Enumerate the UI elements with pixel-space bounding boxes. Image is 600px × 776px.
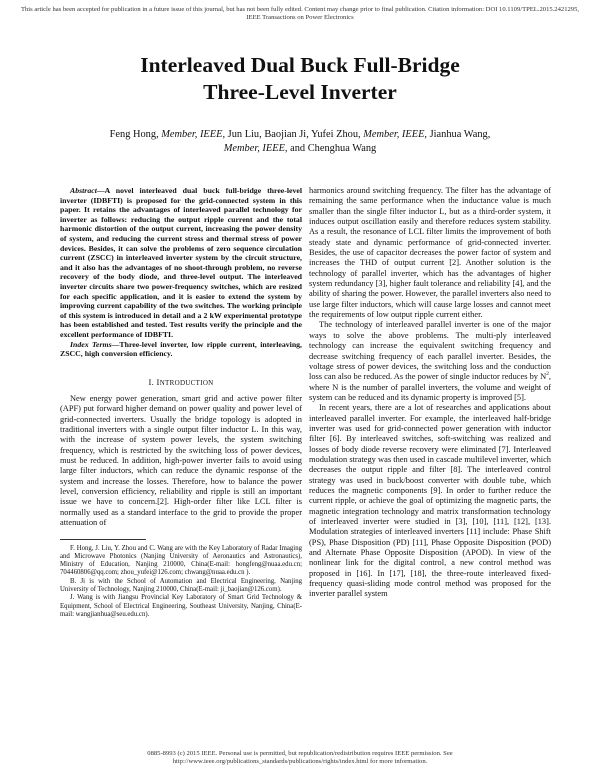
copyright-line-2[interactable]: http://www.ieee.org/publications_standards/publications/rights/index.html for more information. bbox=[172, 758, 428, 766]
superscript-2: 2 bbox=[546, 371, 549, 378]
author-name: Yufei Zhou bbox=[311, 129, 359, 140]
title-line-2: Three-Level Inverter bbox=[203, 80, 397, 104]
right-column bbox=[309, 186, 551, 600]
section-heading-introduction bbox=[60, 377, 302, 388]
intro-paragraph-3a: The technology of interleaved parallel inverter is one of the major ways to solve the above problems. The multi-ply interleaved technology can increase the equivalent switching frequency and decrease switching frequency of each parallel inverter. Besides, the voltage stress of power devices, the switching loss and the conduction loss can also be reduced. As the power of single inductor reduces by N bbox=[309, 320, 551, 382]
footnote-affiliation-2: B. Ji is with the School of Automation and Electrical Engineering, Nanjing University of Technology, Nanjing 210000, China(E-mail: ji_baojian@126.com). bbox=[60, 577, 302, 593]
footnote-affiliation-3: J. Wang is with Jiangsu Provincial Key Laboratory of Smart Grid Technology & Equipment, School of Electrical Engineering, Southeast University, Nanjing, China(E-mail: wangjianhua@seu.edu.cn). bbox=[60, 594, 302, 618]
title-line-1: Interleaved Dual Buck Full-Bridge bbox=[140, 53, 460, 77]
intro-paragraph-3b: , where N is the number of parallel inverters, the volume and weight of system can be reduced and its dynamic property is improved [5]. bbox=[309, 372, 551, 402]
copyright-line-1: 0885-8993 (c) 2015 IEEE. Personal use is permitted, but republication/redistribution requires IEEE permission. See bbox=[147, 750, 453, 757]
index-terms bbox=[60, 340, 302, 359]
author-name: Chenghua Wang bbox=[307, 142, 377, 154]
section-title-rest: NTRODUCTION bbox=[159, 378, 214, 387]
section-title-initial: I bbox=[156, 376, 160, 387]
author-role: Member, IEEE bbox=[223, 142, 285, 154]
intro-paragraph-3 bbox=[309, 320, 551, 403]
intro-paragraph-4: In recent years, there are a lot of researches and applications about interleaved parallel inverter. For example, the interleaved half-bridge inverter was used for grid-connected power generation with inductor filter [6]. By interleaved switches, soft-switching was realized and losses of body diode reverse recovery were eliminated [7]. Interleaved modulation strategy was then used in cascade multilevel inverter, which decreases the output ripple and filter [8]. The interleaved control strategy was used in buck/boost converter with double tube, which reduces the magnetic components [9]. In order to further reduce the current ripple, or achieve the goal of optimizing the magnetic parts, the magnetic integration technology and matrix transformation technology of interleaved inverter were studied in [3], [10], [11], [12], [13]. Modulation strategies of interleaved inverters [11] include: Phase Shift (PS), Phase Disposition (PD) [11], Phase Opposite Disposition (POD) and Alternate Phase Opposite Disposition (APOD). In view of the nonlinear link for the digital control, a new control method was proposed in [16]. In [17], [18], the three-route interleaved fixed-frequency quasi-sliding mode control method was proposed for the inverter parallel system bbox=[309, 403, 551, 599]
section-numeral: I. bbox=[148, 376, 155, 387]
publication-notice: This article has been accepted for publication in a future issue of this journal, but has not been fully edited. Content may change prior to final publication. Citation information: DOI 10.1109/TPEL.2015.2421295, IEEE Transactions on Power Electronics bbox=[20, 6, 580, 22]
left-column bbox=[60, 186, 302, 619]
footnote-affiliation-1: F. Hong, J. Liu, Y. Zhou and C. Wang are with the Key Laboratory of Radar Imaging and Microwave Photonics (Nanjing University of Aeronautics and Astronautics), Ministry of Education, Nanjing 210000, China(E-mail: hongfeng@nuaa.edu.cn; 704460806@qq.com; zhou_yufei@126.com; chwang@nuaa.edu.cn ). bbox=[60, 544, 302, 577]
author-name: Jianhua Wang bbox=[429, 129, 488, 140]
author-role: Member, IEEE bbox=[363, 129, 425, 140]
author-role: Member, IEEE bbox=[161, 129, 223, 140]
author-list: Feng Hong, Member, IEEE, Jun Liu, Baojian Ji, Yufei Zhou, Member, IEEE, Jianhua Wang, Member, IEEE, and Chenghua Wang bbox=[109, 129, 491, 154]
abstract-text: —A novel interleaved dual buck full-bridge three-level inverter (IDBFTI) is proposed for the grid-connected system in this paper. It retains the advantages of interleaved parallel technology for inverter as follows: reducing the output ripple current and the total harmonic distortion of the output current, increasing the power density of system, and reducing the current stress and thermal stress of power devices. Besides, it can solve the problems of zero sequence circulation current (ZSCC) in interleaved inverter system by the circuit structure, and it also has the advantages of no shoot-through problem, no reverse recovery of the body diode, and three-level output. The interleaved inverter circuits share two power-frequency switches, which are resized for each specific application, and it is easier to extend the system by improving current capability of the two switches. The working principle of this system is introduced in detail and a 2 kW experimental prototype has been established and tested. Test results verify the principle and the excellent performance of IDBFTI. bbox=[60, 186, 302, 339]
abstract-label: Abstract bbox=[70, 186, 97, 195]
paper-title bbox=[0, 52, 600, 106]
intro-paragraph-1: New energy power generation, smart grid and active power filter (APF) put forward higher demand on power quality and power level of grid-connected inverters. Usually the bridge topology is adopted in traditional inverters with a single output filter inductor L. In this way, with the increase of system power levels, the system switching frequency, which is restricted by the switching loss of power devices, must be reduced. In addition, high-power inverter fails to avoid using large filter inductors, which can reduce the dynamic response of the system and increase the losses. Therefore, how to balance the power level, conversion efficiency, reliability and ripple is still an important issue we have to concern.[2]. High-order filter like LCL filter is normally used as a standard interface to the grid to provide the proper attenuation of bbox=[60, 394, 302, 528]
index-terms-label: Index Terms bbox=[70, 339, 112, 349]
index-terms-text: —Three-level inverter, low ripple current, interleaving, ZSCC, high conversion efficiency. bbox=[60, 339, 303, 359]
intro-paragraph-2: harmonics around switching frequency. The filter has the advantage of remaining the same performance when the inductance value is much smaller than the single filter inductor L, but as a third-order system, it induces output oscillation easily and therefore reduces system stability. As a result, the resonance of LCL filter limits the improvement of both steady state and dynamic performance of grid-connected inverter. Besides, the use of capacitor decreases the power factor of system and increases the THD of output current [2]. Another solution is the technology of parallel inverter, which has the advantages of higher system redundancy [3], higher fault tolerance and reliability [4], and the ability of sharing the power. However, the parallel inverters also need to use large filter inductors, which will cause large losses and cannot meet the requirements of low output ripple current either. bbox=[309, 186, 551, 320]
footnote-divider bbox=[60, 539, 146, 540]
copyright-footer bbox=[30, 750, 570, 767]
abstract bbox=[60, 186, 302, 340]
author-name: Feng Hong bbox=[109, 129, 157, 140]
author-name: Baojian Ji bbox=[264, 129, 307, 140]
author-name: Jun Liu bbox=[227, 129, 260, 140]
